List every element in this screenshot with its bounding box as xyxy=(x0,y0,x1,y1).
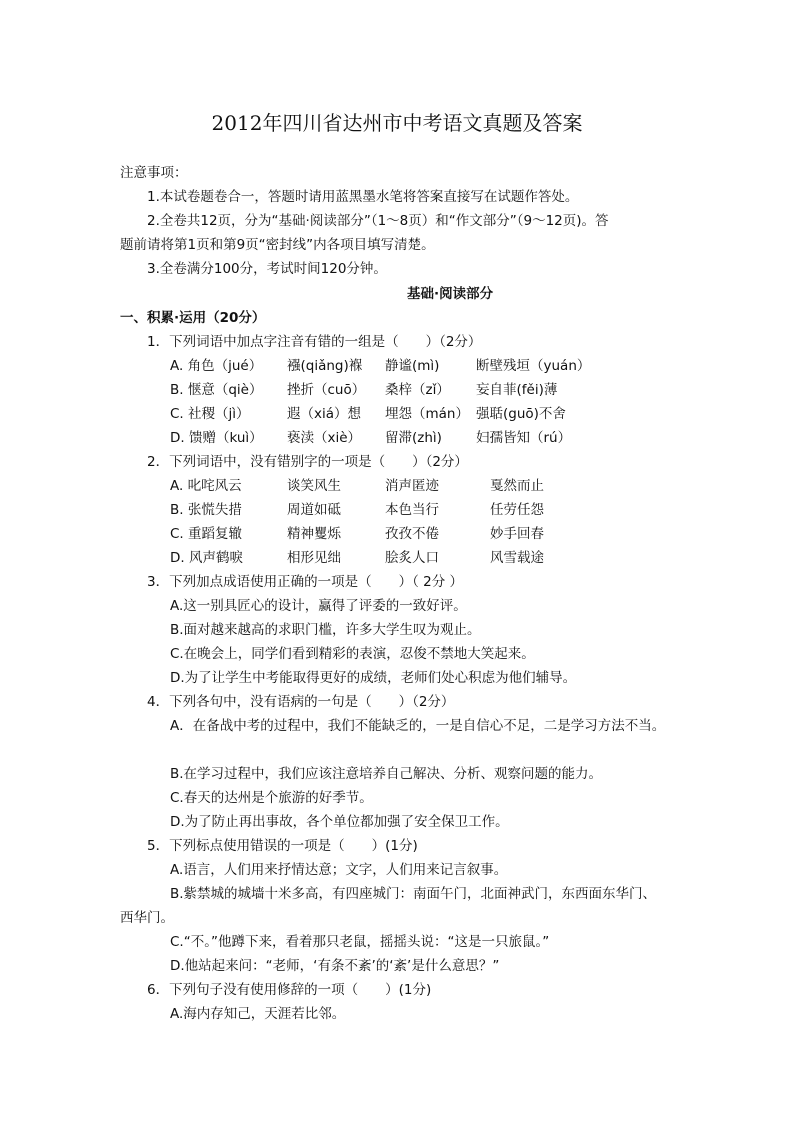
q2-option-cell: 消声匿迹 xyxy=(385,478,439,494)
q4-option: D.为了防止再出事故，各个单位都加强了安全保卫工作。 xyxy=(170,814,509,830)
q2-option-cell: 任劳任怨 xyxy=(490,502,544,518)
q1-option-cell: 埋怨（mán） xyxy=(385,406,469,422)
q1-option-cell: 襁(qiǎng)褓 xyxy=(287,358,363,374)
q1-option-cell: 断壁残垣（yuán） xyxy=(476,358,591,374)
q5-option: B.紫禁城的城墙十米多高，有四座城门：南面午门，北面神武门，东西面东华门、 xyxy=(170,886,657,902)
question-2-stem: 2．下列词语中，没有错别字的一项是（ ）（2分） xyxy=(147,454,468,470)
notice-item-1: 1.本试卷题卷合一，答题时请用蓝黑墨水笔将答案直接写在试题作答处。 xyxy=(147,189,579,205)
q1-option-cell: C. 社稷（jì） xyxy=(170,406,250,422)
q2-option-cell: 戛然而止 xyxy=(490,478,544,494)
q2-option-cell: 本色当行 xyxy=(385,502,439,518)
q5-option: D.他站起来问：“老师，‘有条不紊’的‘紊’是什么意思？” xyxy=(170,958,500,974)
q2-option-cell: 脍炙人口 xyxy=(385,550,439,566)
q1-option-cell: 桑梓（zǐ） xyxy=(385,382,450,398)
q4-option: B.在学习过程中，我们应该注意培养自己解决、分析、观察问题的能力。 xyxy=(170,766,603,782)
q1-option-cell: D. 馈赠（kuì） xyxy=(170,430,263,446)
question-5-stem: 5．下列标点使用错误的一项是（ ）(1分) xyxy=(147,838,418,854)
q6-option: A.海内存知己，天涯若比邻。 xyxy=(170,1006,346,1022)
q5-option-continuation: 西华门。 xyxy=(120,910,174,926)
q5-option: A.语言，人们用来抒情达意；文字，人们用来记言叙事。 xyxy=(170,862,508,878)
q1-option-cell: A. 角色（jué） xyxy=(170,358,263,374)
q3-option: B.面对越来越高的求职门槛，许多大学生叹为观止。 xyxy=(170,622,481,638)
q3-option: C.在晚会上，同学们看到精彩的表演，忍俊不禁地大笑起来。 xyxy=(170,646,535,662)
q1-option-cell: 遐（xiá）想 xyxy=(287,406,362,422)
q1-option-cell: 妄自菲(fěi)薄 xyxy=(476,382,558,398)
q3-option: D.为了让学生中考能取得更好的成绩，老师们处心积虑为他们辅导。 xyxy=(170,670,577,686)
page-title: 2012年四川省达州市中考语文真题及答案 xyxy=(211,111,583,135)
q3-option: A.这一别具匠心的设计，赢得了评委的一致好评。 xyxy=(170,598,467,614)
q5-option: C.“不。”他蹲下来，看着那只老鼠，摇摇头说：“这是一只旅鼠。” xyxy=(170,934,550,950)
part-heading: 基础·阅读部分 xyxy=(407,286,494,302)
q2-option-cell: 谈笑风生 xyxy=(287,478,341,494)
notice-item-3: 3.全卷满分100分，考试时间120分钟。 xyxy=(147,261,387,277)
q4-option: A．在备战中考的过程中，我们不能缺乏的，一是自信心不足，二是学习方法不当。 xyxy=(170,718,666,734)
q1-option-cell: B. 惬意（qiè） xyxy=(170,382,263,398)
notice-item-2b: 题前请将第1页和第9页“密封线”内各项目填写清楚。 xyxy=(120,237,435,253)
q2-option-cell: 妙手回春 xyxy=(490,526,544,542)
q2-option-cell: 周道如砥 xyxy=(287,502,341,518)
q2-option-cell: A. 叱咤风云 xyxy=(170,478,242,494)
q1-option-cell: 亵渎（xiè） xyxy=(287,430,362,446)
q1-option-cell: 妇孺皆知（rú） xyxy=(476,430,572,446)
q4-option: C.春天的达州是个旅游的好季节。 xyxy=(170,790,373,806)
notice-heading: 注意事项： xyxy=(120,165,188,181)
notice-item-2a: 2.全卷共12页，分为“基础·阅读部分”（1～8页）和“作文部分”（9～12页)。答 xyxy=(147,213,609,229)
question-1-stem: 1．下列词语中加点字注音有错的一组是（ ）（2分） xyxy=(147,334,482,350)
q2-option-cell: 风雪载途 xyxy=(490,550,544,566)
question-3-stem: 3．下列加点成语使用正确的一项是（ ）（ 2分 ） xyxy=(147,574,464,590)
q2-option-cell: 相形见绌 xyxy=(287,550,341,566)
question-4-stem: 4．下列各句中，没有语病的一句是（ ）（2分） xyxy=(147,694,455,710)
q1-option-cell: 留滞(zhì) xyxy=(385,430,442,446)
q2-option-cell: 孜孜不倦 xyxy=(385,526,439,542)
question-6-stem: 6．下列句子没有使用修辞的一项（ ）(1分) xyxy=(147,982,432,998)
q2-option-cell: B. 张慌失措 xyxy=(170,502,242,518)
q1-option-cell: 静谧(mì) xyxy=(385,358,440,374)
section-heading: 一、积累·运用（20分） xyxy=(120,310,266,326)
q1-option-cell: 挫折（cuō） xyxy=(287,382,366,398)
q1-option-cell: 强聒(guō)不舍 xyxy=(476,406,566,422)
q2-option-cell: D. 风声鹤唳 xyxy=(170,550,243,566)
q2-option-cell: C. 重蹈复辙 xyxy=(170,526,243,542)
q2-option-cell: 精神矍烁 xyxy=(287,526,341,542)
